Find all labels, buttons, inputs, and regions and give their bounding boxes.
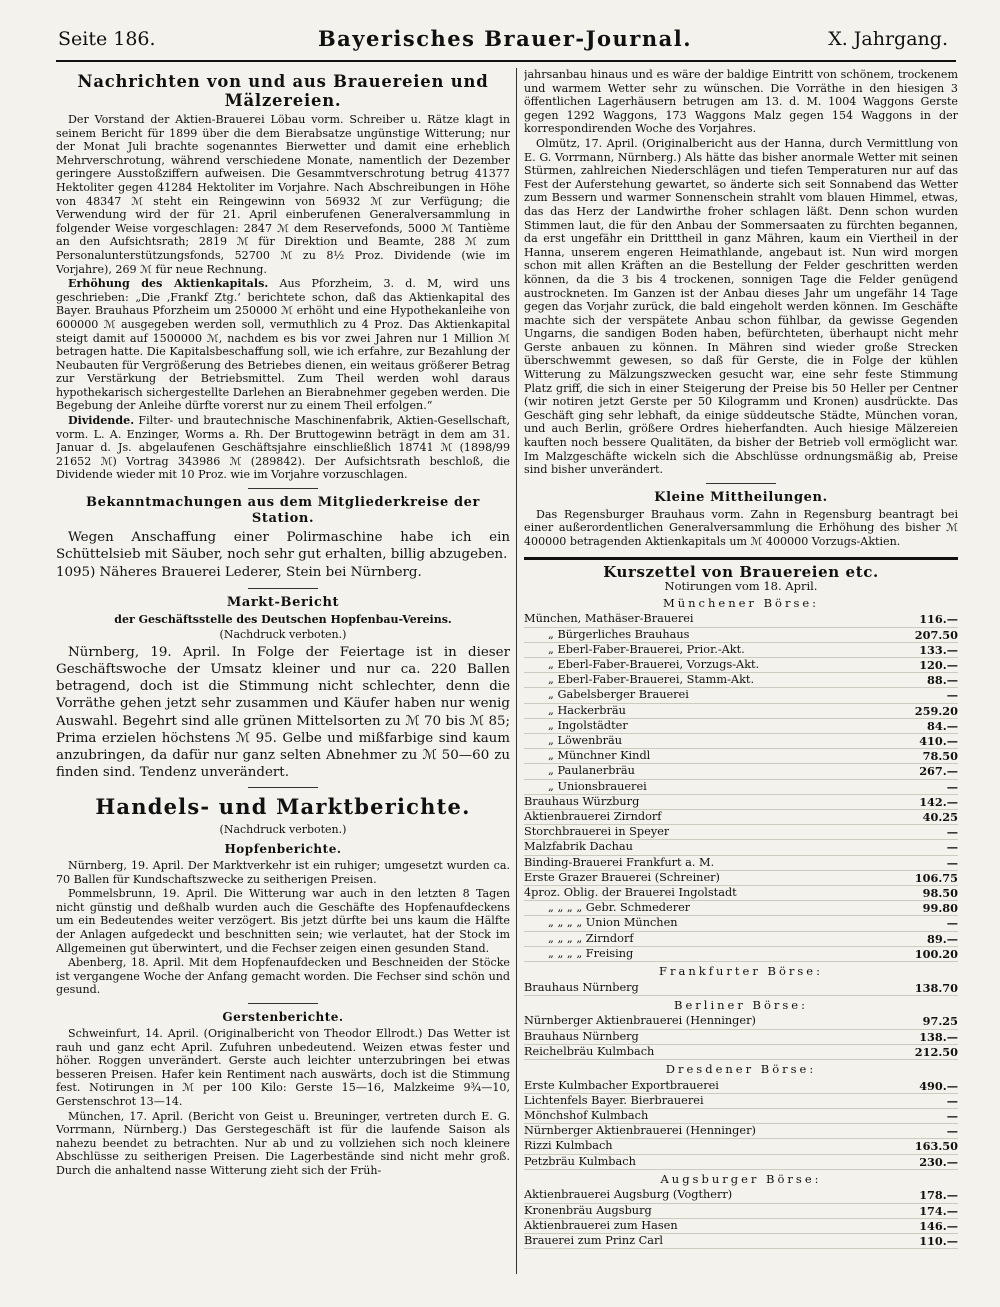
journal-title: Bayerisches Brauer-Journal. [317,26,693,51]
article-paragraph [56,414,510,482]
subsection-title-barley: Gerstenberichte. [222,1009,344,1024]
quote-price: 84.— [927,718,958,733]
divider [524,557,958,560]
divider [248,787,318,788]
exchange-heading-muenchen: Münchener Börse: [662,595,820,610]
quotes-date: Notirungen vom 18. April. [664,579,818,594]
quote-row [524,1030,958,1045]
quote-price: 259.20 [914,703,958,718]
quote-row [524,719,958,734]
quote-row [524,1188,958,1203]
quote-row [524,780,958,795]
quote-company: Nürnberger Aktienbrauerei (Henninger) [524,1014,756,1028]
quote-price: — [946,1124,958,1139]
quote-row [524,916,958,931]
section-title-market-report: Markt-Bericht [226,594,340,610]
quote-row [524,1155,958,1170]
quote-price: 267.— [919,764,958,779]
quote-row [524,1079,958,1094]
quote-row [524,871,958,886]
quote-company: Kronenbräu Augsburg [524,1203,652,1217]
section-title-brewery-news: Nachrichten von und aus Brauereien und Mälzereien. [77,72,489,110]
quote-price: 78.50 [922,749,958,764]
quote-company: Binding-Brauerei Frankfurt a. M. [524,855,715,869]
quote-row [524,1124,958,1139]
quote-company: „ Löwenbräu [548,734,623,747]
quote-row [524,856,958,871]
article-paragraph: jahrsanbau hinaus und es wäre der baldige Eintritt von schönem, trockenem und warmem Wetter sehr zu wünschen. Die Vorräthe in den hiesigen 3 öffentlichen Lagerhäusern betrugen am 13. d. M. 1004 Waggons Gerste gegen 1292 Waggons, 173 Waggons Malz gegen 154 Waggons in der korrespondirenden Woche des Vorjahres. [524,68,958,136]
quote-row [524,1109,958,1124]
quote-row [524,734,958,749]
quote-price: 490.— [919,1078,958,1093]
paragraph-text: Aus Pforzheim, 3. d. M, wird uns geschrieben: „Die ‚Frankf Ztg.‘ berichtete schon, daß das Aktienkapital des Bayer. Brauhaus Pforzheim um 250000 ℳ erhöht und eine Hypothekanleihe von 600000 ℳ ausgegeben werden soll, vermuthlich zu 4 Proz. Das Aktienkapital steigt damit auf 1500000 ℳ, nachdem es bis vor zwei Jahren nur 1 Million ℳ betragen hatte. Die Kapitalsbeschaffung soll, wie ich erfahre, zur Bezahlung der Neubauten für Vergrößerung des Betriebes dienen, ein weitaus größerer Betrag zur Verstärkung der Betriebsmittel. Zum Theil werden wohl daraus hypothekarisch sichergestellte Darlehen an Bierabnehmer gegeben werden. Die Begebung der Anleihe dürfte vorerst nur zu einem Theil erfolgen.“ [56,277,510,413]
quote-row [524,704,958,719]
quote-price: — [946,688,958,703]
quote-price: 106.75 [914,870,958,885]
section-title-announcements: Bekanntmachungen aus dem Mitgliederkreise der Station. [86,495,480,527]
article-paragraph: Schweinfurt, 14. April. (Originalbericht von Theodor Ellrodt.) Das Wetter ist rauh und ganz echt April. Zufuhren unbedeutend. Weizen etwas fester und höher. Roggen unverändert. Gerste auch leichter unterzubringen bei etwas besseren Preisen. Hafer kein Rentiment nach auswärts, doch ist die Stimmung fest. Notirungen in ℳ per 100 Kilo: Gerste 15—16, Malzkeime 9¾—10, Gerstenschrot 13—14. [56,1026,510,1108]
article-paragraph [56,277,510,413]
paragraph-heading: Erhöhung des Aktienkapitals. [68,277,269,291]
quote-row [524,932,958,947]
article-paragraph: Der Vorstand der Aktien-Brauerei Löbau vorm. Schreiber u. Rätze klagt in seinem Bericht für 1899 über die dem Bierabsatze ungünstige Witterung; nur der Monat Juli brachte sogenanntes Bierwetter und damit eine erheblich Mehrverschrotung, während verschiedene Monate, namentlich der Dezember geringere Ausstoßziffern aufweisen. Die Gesammtverschrotung betrug 41377 Hektoliter gegen 41284 Hektoliter im Vorjahre. Nach Abschreibungen in Höhe von 48347 ℳ steht ein Reingewinn von 56932 ℳ zur Verfügung; die Verwendung wird der für 21. April einberufenen Generalversammlung in folgender Weise vorgeschlagen: 2847 ℳ dem Reservefonds, 5000 ℳ Tantième an den Aufsichtsrath; 2819 ℳ für Direktion und Beamte, 288 ℳ zum Personalunterstützungsfonds, 52700 ℳ zu 8½ Proz. Dividende (wie im Vorjahre), 269 ℳ für neue Rechnung. [56,113,510,276]
quote-company: Malzfabrik Dachau [524,840,633,854]
page-header [50,22,960,54]
article-paragraph: Nürnberg, 19. April. Der Marktverkehr ist ein ruhiger; umgesetzt wurden ca. 70 Ballen für Kundschaftszwecke zu seitherigen Preisen. [56,859,510,886]
quote-price: 120.— [919,657,958,672]
quotes-table-frankfurt [524,981,958,996]
quote-company: Brauhaus Würzburg [524,794,640,808]
quote-row [524,1094,958,1109]
quote-price: 142.— [919,794,958,809]
quote-price: 178.— [919,1188,958,1203]
quote-company: Aktienbrauerei Augsburg (Vogtherr) [524,1188,733,1202]
quote-row [524,1014,958,1029]
article-paragraph: Olmütz, 17. April. (Originalbericht aus der Hanna, durch Vermittlung von E. G. Vorrmann, Nürnberg.) Als hätte das bisher anormale Wetter mit seinen Stürmen, zahlreichen Niederschlägen und tiefen Temperaturen nur auf das Fest der Auferstehung gewartet, so änderte sich seit Sonnabend das Wetter zum Bessern und warmer Sonnenschein strahlt vom blauen Himmel, etwas, das das Herz der Landwirthe froher schlagen läßt. Denn schon wurden Stimmen laut, die für den Anbau der Sommersaaten zu fürchten begannen, da erst ungefähr ein Dritttheil in ganz Mähren, kaum ein Viertheil in der Hanna, unserem engeren Heimathlande, angebaut ist. Nun wird morgen schon mit allen Kräften an die Bestellung der Felder geschritten werden können, da die 3 bis 4 trockenen, sonnigen Tage die Felder genügend austrockneten. Im Ganzen ist der Anbau dieses Jahr um ungefähr 14 Tage gegen das Vorjahr zurück, die bald eingeholt werden können. Im Geschäfte machte sich der verspätete Anbau schon fühlbar, da gewisse Gegenden Ungarns, die sandigen Boden haben, befürchteten, überhaupt nicht mehr Gerste anbauen zu können. In Mähren sind wieder große Strecken überschwemmt gewesen, so daß für Gerste, die in Folge der kühlen Witterung zu Mälzungszwecken gesucht war, eine sehr feste Stimmung Platz griff, die sich in einer Steigerung der Preise bis 50 Heller per Centner (wir notiren jetzt Gerste per 50 Kilogramm und Kronen) ausdrückte. Das Geschäft ging sehr lebhaft, da einige süddeutsche Städte, München voran, und auch Berlin, größere Ordres hieherfandten. Auch hiesige Mälzereien kauften noch bessere Qualitäten, da bisher der Betrieb voll ermöglicht war. Im Malzgeschäfte wickeln sich die Abschlüsse ordnungsmäßig ab, Preise sind bisher unverändert. [524,136,958,477]
paragraph-text: Filter- und brautechnische Maschinenfabrik, Aktien-Gesellschaft, vorm. L. A. Enzinger, Worms a. Rh. Der Bruttogewinn beträgt in dem am 31. Januar d. Js. abgelaufenen Geschäftsjahre einschließlich 18741 ℳ (1898/99 21652 ℳ) Vortrag 343986 ℳ (289842). Der Aufsichtsrath beschloß, die Dividende wieder mit 10 Proz. wie im Vorjahre vorzuschlagen. [56,414,510,482]
market-report-subtitle: der Geschäftsstelle des Deutschen Hopfenbau-Vereins. [114,612,452,626]
quote-price: 212.50 [914,1044,958,1059]
quote-price: — [946,1109,958,1124]
quote-company: „ Unionsbrauerei [548,779,647,793]
quote-row [524,886,958,901]
quote-price: 110.— [919,1234,958,1249]
article-paragraph: Pommelsbrunn, 19. April. Die Witterung war auch in den letzten 8 Tagen nicht günstig und deßhalb wurden auch die Geschäfte des Hopfenaufdeckens um ein Bedeutendes weiter verzögert. Bis jetzt dürfte bei uns kaum die Hälfte der Anlagen aufgedeckt und beschnitten sein; wie verlautet, hat der Stock im Allgemeinen gut überwintert, und die Fechser zeigen einen gesunden Stand. [56,887,510,955]
subsection-title-hops: Hopfenberichte. [224,842,342,857]
quote-price: 174.— [919,1203,958,1218]
page-number: Seite 186. [58,28,156,50]
column-divider [516,68,517,1274]
announcement-contact: 1095) Näheres Brauerei Lederer, Stein bei Nürnberg. [56,565,422,581]
exchange-heading-frankfurt: Frankfurter Börse: [659,964,823,979]
quote-row [524,901,958,916]
quote-company: „ Hackerbräu [548,703,626,717]
quote-company: Rizzi Kulmbach [524,1139,613,1153]
quote-company: „ „ „ „ Zirndorf [548,931,634,945]
quote-price: 410.— [919,734,958,748]
quote-company: Erste Grazer Brauerei (Schreiner) [524,870,720,884]
quotes-table-dresden [524,1079,958,1170]
quote-company: „ Gabelsberger Brauerei [548,688,689,702]
quote-row [524,825,958,840]
quote-price: 138.— [919,1029,958,1044]
quote-company: „ Ingolstädter [548,718,628,732]
quote-price: 116.— [919,612,958,627]
quote-price: — [946,916,958,931]
quote-company: München, Mathäser-Brauerei [524,612,694,626]
quote-price: 163.50 [914,1139,958,1154]
quote-row [524,981,958,996]
left-column [56,68,510,1282]
quote-company: 4proz. Oblig. der Brauerei Ingolstadt [524,886,737,900]
quote-company: „ Paulanerbräu [548,764,635,778]
quote-company: Nürnberger Aktienbrauerei (Henninger) [524,1124,756,1138]
reprint-notice: (Nachdruck verboten.) [219,628,347,642]
quote-company: Aktienbrauerei zum Hasen [524,1218,678,1232]
quote-row [524,673,958,688]
quote-price: 89.— [927,931,958,946]
quote-row [524,1045,958,1060]
reprint-notice: (Nachdruck verboten.) [219,823,347,837]
article-paragraph: Nürnberg, 19. April. In Folge der Feiertage ist in dieser Geschäftswoche der Umsatz kleiner und nur ca. 220 Ballen betragend, doch ist die Stimmung nicht schlechter, denn die Vorräthe gehen jetzt sehr zusammen und Käufer haben nur wenig Auswahl. Begehrt sind alle grünen Mittelsorten zu ℳ 70 bis ℳ 85; Prima erzielen höchstens ℳ 95. Gelbe und mißfarbige sind kaum anzubringen, da dafür nur ganz selten Abnehmer zu ℳ 50—60 zu finden sind. Tendenz unverändert. [56,644,510,781]
quote-row [524,612,958,627]
newspaper-page [50,22,960,1284]
quote-price: 40.25 [922,810,958,825]
quote-row [524,1204,958,1219]
quote-company: „ Bürgerliches Brauhaus [548,627,690,641]
announcement-text: Wegen Anschaffung einer Polirmaschine habe ich ein Schüttelsieb mit Säuber, noch sehr gut erhalten, billig abzugeben. [56,530,510,563]
quote-row [524,1139,958,1154]
quote-company: „ „ „ „ Gebr. Schmederer [548,901,691,915]
section-title-trade-reports: Handels- und Marktberichte. [95,794,471,820]
quote-row [524,643,958,658]
quote-company: Brauerei zum Prinz Carl [524,1234,664,1248]
quote-price: 146.— [919,1218,958,1233]
quote-row [524,810,958,825]
quote-row [524,749,958,764]
quote-company: Erste Kulmbacher Exportbrauerei [524,1078,719,1092]
quote-price: 133.— [919,642,958,657]
quote-price: 98.50 [922,886,958,901]
quotes-table-augsburg [524,1188,958,1249]
quote-price: — [946,825,958,840]
quote-company: Mönchshof Kulmbach [524,1109,649,1123]
quote-company: Reichelbräu Kulmbach [524,1044,655,1058]
quote-price: 230.— [919,1154,958,1169]
quote-price: — [946,840,958,855]
volume-label: X. Jahrgang. [828,28,948,50]
exchange-heading-berlin: Berliner Börse: [674,997,808,1012]
quote-company: Petzbräu Kulmbach [524,1154,636,1168]
divider [248,488,318,489]
quote-price: 100.20 [914,946,958,961]
quote-price: — [946,1093,958,1108]
quote-row [524,840,958,855]
header-rule [56,60,956,62]
quote-price: 97.25 [922,1014,958,1029]
quotes-table-berlin [524,1014,958,1060]
quote-price: 99.80 [922,901,958,916]
quote-company: „ Eberl-Faber-Brauerei, Vorzugs-Akt. [548,657,760,671]
quote-company: Brauhaus Nürnberg [524,1029,639,1043]
divider [248,1003,318,1004]
quote-row [524,947,958,962]
quote-company: „ „ „ „ Union München [548,916,678,930]
quote-price: — [946,855,958,870]
quote-row [524,795,958,810]
quote-company: Lichtenfels Bayer. Bierbrauerei [524,1093,704,1107]
quote-company: Storchbrauerei in Speyer [524,825,670,839]
quote-row [524,688,958,703]
article-paragraph: Abenberg, 18. April. Mit dem Hopfenaufdecken und Beschneiden der Stöcke ist vergangene Woche der Anfang gemacht worden. Die Fechser sind schön und gesund. [56,956,510,997]
quote-company: Brauhaus Nürnberg [524,980,639,994]
right-column [524,68,958,1282]
quote-company: „ Eberl-Faber-Brauerei, Prior.-Akt. [548,642,745,656]
quote-row [524,764,958,779]
quote-company: Aktienbrauerei Zirndorf [524,810,662,824]
section-title-short-news: Kleine Mittheilungen. [654,489,828,505]
quote-price: 207.50 [914,627,958,642]
quote-price: 88.— [927,673,958,688]
divider [248,588,318,589]
quote-company: „ „ „ „ Freising [548,946,634,960]
article-paragraph: Das Regensburger Brauhaus vorm. Zahn in Regensburg beantragt bei einer außerordentlichen Generalversammlung die Erhöhung des bisher ℳ 400000 betragenden Aktienkapitals um ℳ 400000 Vorzugs-Aktien. [524,507,958,548]
article-paragraph: München, 17. April. (Bericht von Geist u. Breuninger, vertreten durch E. G. Vorrmann, Nürnberg.) Das Gerstegeschäft ist für die laufende Saison als nahezu beendet zu betrachten. Nur ab und zu vollziehen sich noch kleinere Abschlüsse zu seitherigen Preisen. Die Lagerbestände sind nicht mehr groß. Durch die anhaltend nasse Witterung zieht sich der Früh- [56,1109,510,1177]
quotes-table-muenchen [524,612,958,962]
quote-price: — [946,779,958,794]
divider [706,483,776,484]
quote-company: „ Münchner Kindl [548,749,651,763]
quote-row [524,1234,958,1249]
exchange-heading-dresden: Dresdener Börse: [665,1062,817,1077]
quote-price: 138.70 [914,980,958,995]
quote-company: „ Eberl-Faber-Brauerei, Stamm-Akt. [548,673,755,687]
paragraph-heading: Dividende. [68,414,135,428]
quote-row [524,1219,958,1234]
quote-row [524,658,958,673]
exchange-heading-augsburg: Augsburger Börse: [660,1171,822,1186]
quotes-title: Kurszettel von Brauereien etc. [603,562,879,581]
quote-row [524,628,958,643]
